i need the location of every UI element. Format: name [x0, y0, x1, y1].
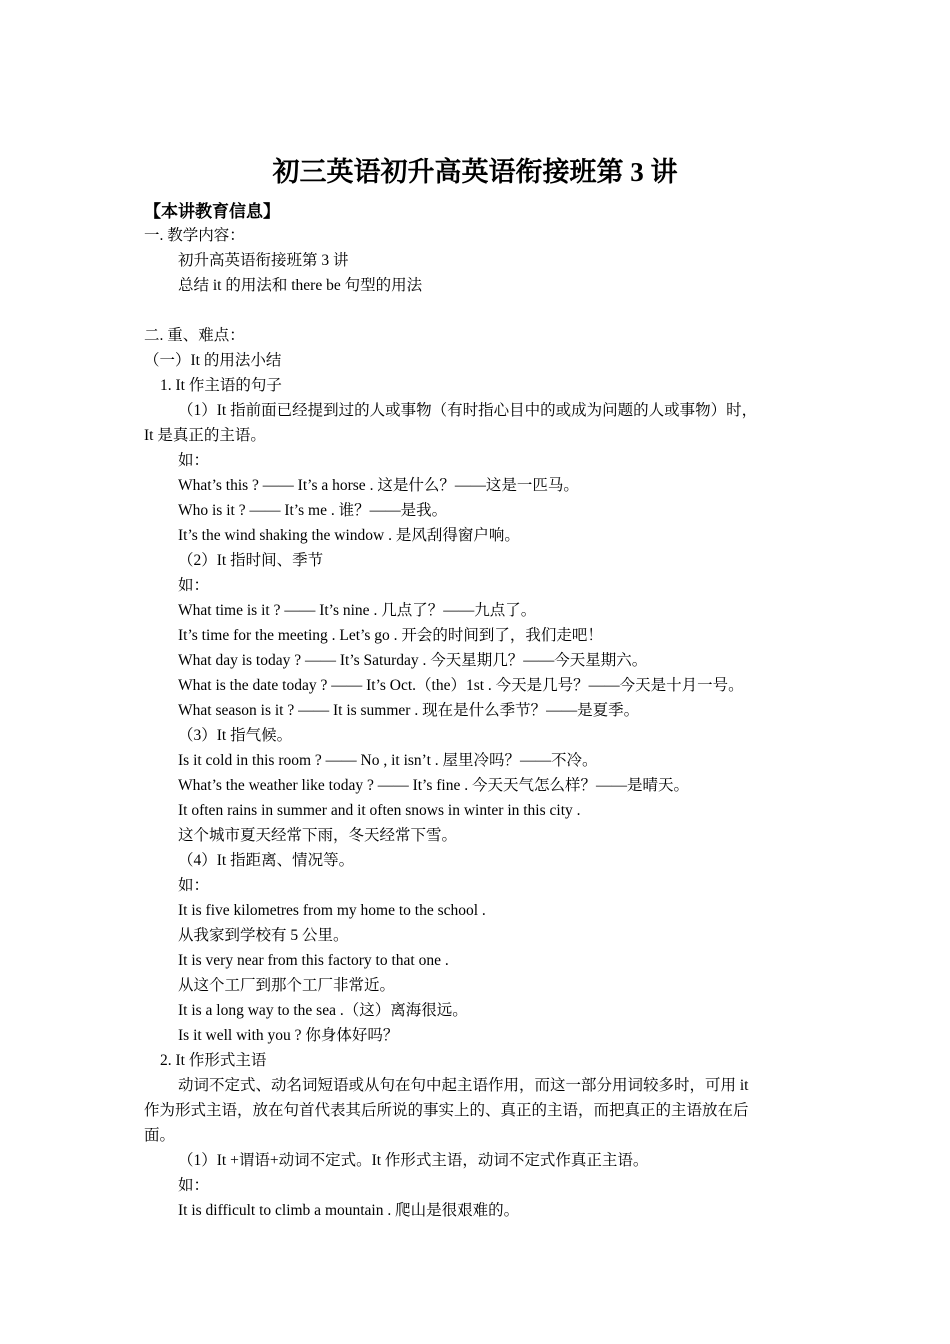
text-line: 如：	[178, 577, 210, 594]
text-line: 如：	[178, 877, 210, 894]
document-title: 初三英语初升高英语衔接班第 3 讲	[272, 157, 678, 187]
text-line: （一）It 的用法小结	[144, 352, 282, 369]
text-line: It is difficult to climb a mountain . 爬山是很艰难的。	[178, 1202, 520, 1219]
text-line: What’s this ? —— It’s a horse . 这是什么？——这是一匹马。	[178, 477, 579, 494]
text-line: It is very near from this factory to that one .	[178, 952, 449, 969]
text-line: It’s the wind shaking the window . 是风刮得窗户响。	[178, 527, 520, 544]
text-line: 总结 it 的用法和 there be 句型的用法	[178, 277, 423, 294]
text-line: 作为形式主语，放在句首代表其后所说的事实上的、真正的主语，而把真正的主语放在后	[144, 1102, 749, 1119]
text-line: 从我家到学校有 5 公里。	[178, 927, 349, 944]
text-line: Is it well with you ? 你身体好吗？	[178, 1027, 399, 1044]
text-line: 二. 重、难点：	[144, 327, 245, 344]
text-line: It’s time for the meeting . Let’s go . 开会的时间到了，我们走吧！	[178, 627, 603, 644]
text-line: It often rains in summer and it often snows in winter in this city .	[178, 802, 581, 819]
text-line: 动词不定式、动名词短语或从句在句中起主语作用，而这一部分用词较多时，可用 it	[178, 1077, 749, 1094]
text-line: What is the date today ? —— It’s Oct.（the）1st . 今天是几号？——今天是十月一号。	[178, 677, 744, 694]
text-line: What’s the weather like today ? —— It’s fine . 今天天气怎么样？——是晴天。	[178, 777, 689, 794]
text-line: （1）It +谓语+动词不定式。It 作形式主语，动词不定式作真正主语。	[178, 1152, 649, 1169]
text-line	[144, 298, 804, 323]
text-line: Who is it ? —— It’s me . 谁？——是我。	[178, 502, 448, 519]
text-line: 从这个工厂到那个工厂非常近。	[178, 977, 396, 994]
text-line: 1. It 作主语的句子	[160, 377, 282, 394]
text-line: 这个城市夏天经常下雨，冬天经常下雪。	[178, 827, 458, 844]
text-line: 如：	[178, 1177, 210, 1194]
text-line: （1）It 指前面已经提到过的人或事物（有时指心目中的或成为问题的人或事物）时，	[178, 402, 758, 419]
text-line: 初升高英语衔接班第 3 讲	[178, 252, 349, 269]
text-line: （2）It 指时间、季节	[178, 552, 324, 569]
text-line: It 是真正的主语。	[144, 427, 266, 444]
text-line: 2. It 作形式主语	[160, 1052, 267, 1069]
text-line: It is a long way to the sea .（这）离海很远。	[178, 1002, 468, 1019]
text-line: It is five kilometres from my home to the school .	[178, 902, 486, 919]
text-line: What day is today ? —— It’s Saturday . 今天星期几？——今天星期六。	[178, 652, 648, 669]
text-line: （3）It 指气候。	[178, 727, 293, 744]
text-line: 面。	[144, 1127, 176, 1144]
document-body	[144, 223, 804, 1223]
text-line: 一. 教学内容：	[144, 227, 245, 244]
section-header: 【本讲教育信息】	[144, 202, 280, 221]
text-line: What time is it ? —— It’s nine . 几点了？——九点了。	[178, 602, 537, 619]
text-line: What season is it ? —— It is summer . 现在是什么季节？——是夏季。	[178, 702, 640, 719]
text-line: 如：	[178, 452, 210, 469]
text-line: （4）It 指距离、情况等。	[178, 852, 355, 869]
text-line: Is it cold in this room ? —— No , it isn’t . 屋里冷吗？——不冷。	[178, 752, 598, 769]
